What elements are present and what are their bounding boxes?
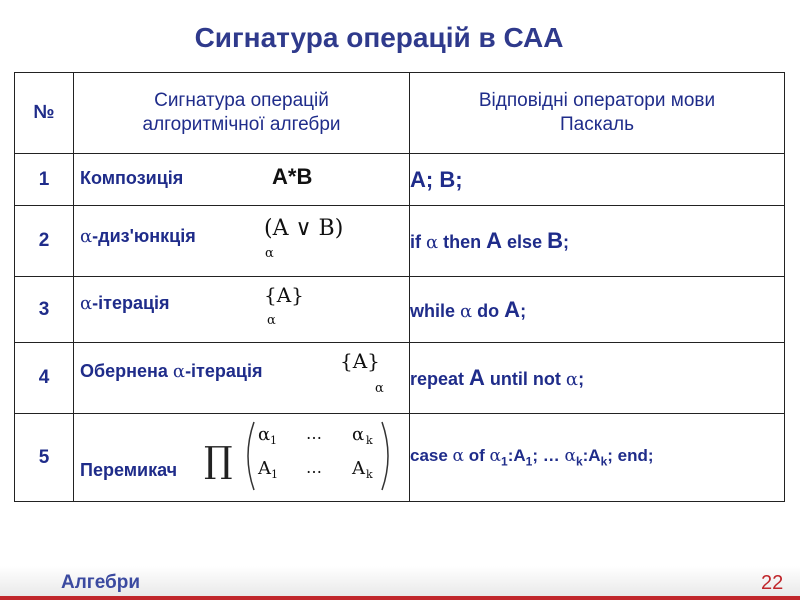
formula-subscript: α — [375, 381, 384, 396]
formula-subscript: α — [267, 313, 276, 328]
pascal-cell: A; B; — [410, 154, 785, 206]
row-number: 1 — [15, 154, 74, 206]
pascal-cell: if α then A else B; — [410, 206, 785, 277]
right-paren — [378, 420, 398, 492]
formula: {A} — [340, 349, 380, 373]
operation-label: α-ітерація — [80, 293, 170, 314]
signature-cell — [74, 414, 410, 502]
formula: {A} — [264, 283, 304, 307]
row-number: 3 — [15, 277, 74, 343]
matrix-Ak: A — [352, 458, 365, 479]
signature-cell — [74, 343, 410, 414]
table-row — [15, 154, 785, 206]
signature-cell — [74, 206, 410, 277]
matrix-dots-1: … — [306, 424, 322, 443]
operation-label: α-диз'юнкція — [80, 226, 196, 247]
header-signature: Сигнатура операцій алгоритмічної алгебри — [74, 73, 410, 154]
matrix-a1-sub: 1 — [270, 434, 277, 447]
formula: (A ∨ B) — [264, 216, 344, 241]
table-row — [15, 414, 785, 502]
pascal-cell: while α do A; — [410, 277, 785, 343]
operation-label: Композиція — [80, 168, 184, 188]
left-paren — [238, 420, 258, 492]
row-number: 4 — [15, 343, 74, 414]
matrix-ak: α — [352, 424, 365, 445]
matrix-a1: α — [258, 424, 271, 445]
header-num: № — [15, 73, 74, 154]
signature-cell — [74, 277, 410, 343]
matrix-Ak-sub: k — [366, 468, 373, 481]
product-symbol: ∏ — [204, 440, 233, 481]
table-header-row — [15, 73, 785, 154]
pascal-cell: case α of $\alpha_1:A_1$; … $\alpha_k:A_k$; end; — [410, 414, 785, 502]
operation-label: Перемикач — [80, 460, 178, 480]
signature-cell — [74, 154, 410, 206]
footer-divider — [0, 596, 800, 600]
matrix-ak-sub: k — [366, 434, 373, 447]
header-pascal: Відповідні оператори мови Паскаль — [410, 73, 785, 154]
formula-subscript: α — [265, 246, 274, 261]
row-number: 2 — [15, 206, 74, 277]
signature-table — [14, 72, 785, 502]
pascal-cell: repeat A until not α; — [410, 343, 785, 414]
formula: A*B — [272, 164, 313, 189]
matrix-dots-2: … — [306, 458, 322, 477]
page-number: 22 — [761, 572, 784, 594]
matrix-A1-sub: 1 — [271, 468, 278, 481]
operation-label: Обернена α-ітерація — [80, 361, 263, 382]
matrix-A1: A — [258, 458, 271, 479]
footer-title: Алгебри — [61, 572, 141, 593]
table-row — [15, 277, 785, 343]
table-row — [15, 343, 785, 414]
table-row — [15, 206, 785, 277]
slide-title: Сигнатура операцій в САА — [194, 22, 564, 53]
row-number: 5 — [15, 414, 74, 502]
